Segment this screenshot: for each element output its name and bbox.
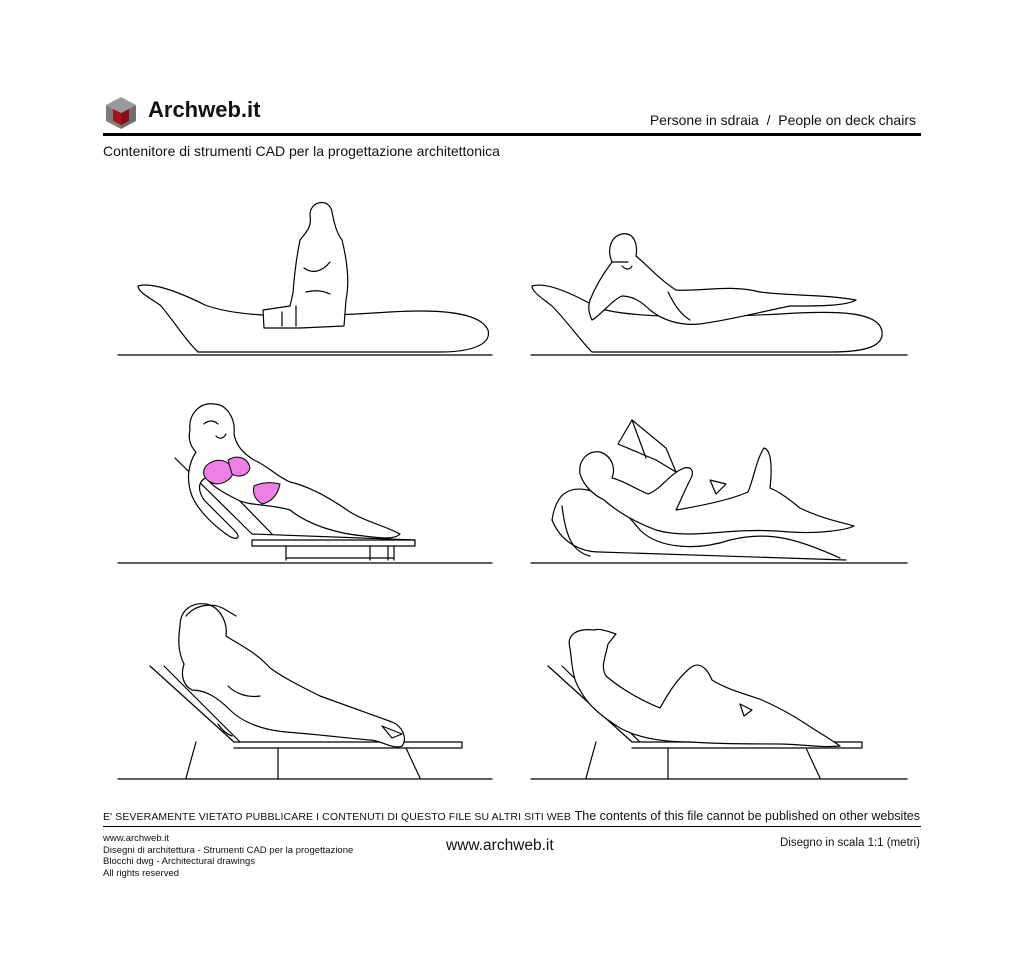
figure-man-reading-lounger: [552, 420, 854, 560]
footer-info: [103, 833, 353, 879]
figure-woman-cap-deckchair: [150, 604, 462, 778]
figure-woman-reclining-lounger: [532, 234, 882, 352]
footer-line: Blocchi dwg - Architectural drawings: [103, 856, 256, 867]
page-title: Persone in sdraia / People on deck chairs: [649, 112, 916, 128]
figure-person-cap-deckchair: [548, 629, 862, 778]
drawing-scale-note: Disegno in scala 1:1 (metri): [780, 837, 920, 849]
footer-line: Disegni di architettura - Strumenti CAD per la progettazione: [103, 844, 354, 856]
footer-line: www.archweb.it: [103, 833, 169, 844]
footer-website-link[interactable]: www.archweb.it: [446, 837, 554, 854]
copyright-warning-english: The contents of this file cannot be published on other websites: [574, 809, 920, 823]
copyright-warning-italian: E' SEVERAMENTE VIETATO PUBBLICARE I CONTENUTI DI QUESTO FILE SU ALTRI SITI WEB: [103, 811, 571, 823]
brand-name: Archweb.it: [148, 97, 261, 122]
figure-woman-sitting-lounger: [138, 203, 488, 352]
figure-woman-bikini-deckchair: [175, 404, 415, 560]
page-subtitle: Contenitore di strumenti CAD per la progettazione architettonica: [103, 143, 500, 159]
footer-divider: [103, 826, 921, 827]
footer-line: All rights reserved: [103, 867, 180, 879]
